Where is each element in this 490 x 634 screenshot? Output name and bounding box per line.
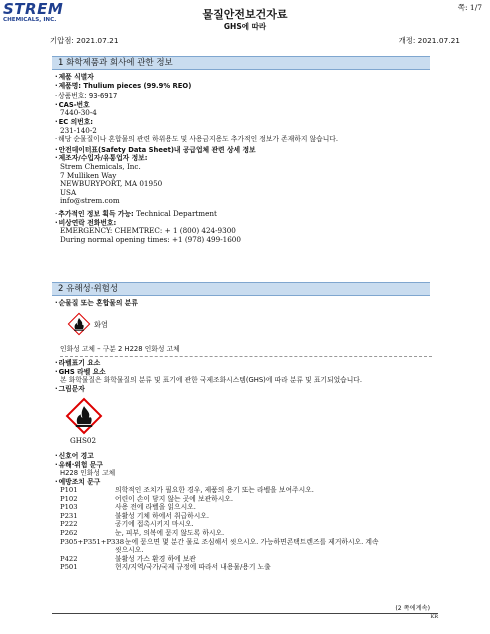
footer-rule [52,613,438,614]
section-2-heading: 2 유해성·위험성 [52,282,430,296]
info-label: 추가적인 정보 획득 가능: [58,209,134,218]
precaution-code: P102 [60,494,78,503]
footer-code: KR [430,614,438,620]
emergency-line: EMERGENCY: CHEMTREC: + 1 (800) 424-9300 [60,226,236,236]
flame-icon [66,398,102,434]
sds-details-label: · 안전데이터표(Safety Data Sheet)내 공급업체 관련 상세 정보 [60,146,435,155]
signal-word: · 신호어 경고 [60,452,435,461]
revision-date: 개정: 2021.07.21 [398,36,460,45]
precaution-row [60,546,435,555]
precaution-text: 공기에 접촉시키지 마시오. [115,520,194,529]
continued-note: (2 쪽에계속) [395,605,430,612]
label-elements: · 라벨표기 요소 [60,359,435,368]
company-line: USA [60,187,77,197]
precaution-text: 의학적인 조치가 필요한 경우, 제품의 용기 또는 라벨을 보여주시오. [115,486,314,494]
label-elements-block [60,359,435,393]
precaution-label: · 예방조치 문구 [60,478,435,487]
hazard-statements-label: · 유해·위험 문구 [60,461,435,470]
product-name: · 제품명: Thulium pieces (99.9% REO) [60,82,435,91]
precaution-row [60,529,435,538]
classification-heading: · 순물질 또는 혼합물의 분류 [60,299,435,308]
section-1-body [60,73,435,244]
precaution-code [60,546,115,555]
precaution-text: 어린이 손이 닿지 않는 곳에 보관하시오. [115,494,234,503]
section-1-heading: 1 화학제품과 회사에 관한 정보 [52,56,430,70]
precaution-text: 불활성 기체 하에서 취급하시오. [115,511,209,520]
precaution-text: 불활성 가스 환경 하에 보관 [115,554,196,563]
ec-label: · EC 의번호: [60,118,435,127]
flame-icon [68,313,90,335]
precaution-text: 씻으시오. [115,546,144,555]
precaution-text: 눈, 피부, 의복에 묻지 않도록 하시오. [115,528,225,537]
precaution-code: P305+P351+P338 [60,537,125,546]
ghs-text: 본 화학물질은 화학물질의 분류 및 표기에 관한 국제조화시스템(GHS)에 따라 분류 및 표기되었습니다. [60,376,362,385]
precaution-code: P222 [60,520,78,529]
flame-pictogram-small [68,313,90,335]
precaution-row [60,495,435,504]
pictograms-label: · 그림문자 [60,385,435,394]
company-email: info@strem.com [60,196,120,206]
emergency-label: · 비상연락 전화번호: [60,219,435,228]
ghs-label: · GHS 라벨 요소 [60,368,435,377]
classification-line: 인화성 고체 – 구분 2 H228 인화성 고체 [60,345,180,353]
ghs-code: GHS02 [70,436,97,445]
page-number: 쪽: 1/7 [457,3,482,12]
precaution-text: 눈에 묻으면 몇 분간 물로 조심해서 씻으시오. 가능하면콘택트렌즈를 제거하시오. 계속 [125,537,379,546]
precaution-code: P422 [60,554,78,563]
precaution-text: 현지/지역/국가/국제 규정에 따라서 내용물/용기 노출 [115,563,271,572]
precaution-table [60,486,435,572]
use-note: · 해당 순물질이나 혼합물의 관련 하위용도 및 사용금지용도 추가적인 정보가 존재하지 않습니다. [60,135,435,144]
precaution-code: P101 [60,486,78,494]
logo-main-text: STREM [3,0,64,18]
hazard-statement: H228 인화성 고체 [60,469,116,478]
precaution-code: P501 [60,563,78,572]
precaution-code: P231 [60,511,78,520]
company-line: Strem Chemicals, Inc. [60,161,141,171]
logo-sub-text: CHEMICALS, INC. [3,17,57,23]
precaution-row [60,563,435,572]
precaution-code: P103 [60,503,78,512]
precaution-row [60,520,435,529]
company-line: 7 Mulliken Way [60,170,117,180]
info-line [60,210,435,219]
pictogram-caption: 화염 [94,320,108,329]
classification-line-wrap [60,345,435,354]
product-identifier-label: · 제품 식별자 [60,73,435,82]
issue-date: 기압점: 2021.07.21 [50,36,119,45]
precaution-code: P262 [60,528,78,537]
dashed-divider [60,356,432,357]
document-title: 물질안전보건자료 [202,8,288,21]
ghs02-pictogram [66,398,102,434]
precaution-text: 사용 전에 라벨을 읽으시오. [115,503,196,512]
precaution-row [60,503,435,512]
precaution-row [60,486,435,495]
emergency-line: During normal opening times: +1 (978) 499-1600 [60,234,241,244]
cas-label: · CAS-번호 [60,101,435,110]
cas-value: 7440-30-4 [60,108,97,118]
manufacturer-label: · 제조자/수입자/유통업자 정보: [60,154,435,163]
classification-label [60,299,435,308]
ec-value: 231-140-2 [60,125,97,135]
precaution-row [60,538,435,547]
product-number: · 상품번호: 93-6917 [60,92,435,101]
signal-block [60,452,435,486]
document-subtitle: GHS에 따라 [223,22,267,31]
info-value: Technical Department [136,208,217,218]
company-line: NEWBURYPORT, MA 01950 [60,179,163,189]
